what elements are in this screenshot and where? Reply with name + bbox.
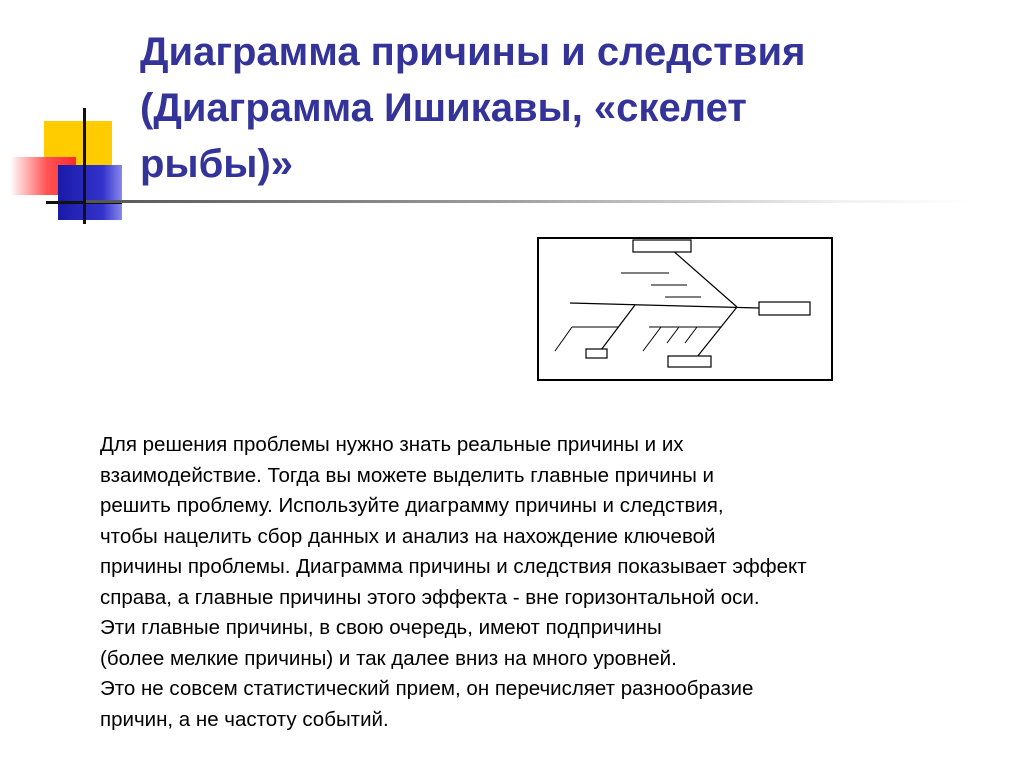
title-line: Диаграмма причины и следствия xyxy=(140,30,806,74)
body-line: решить проблему. Используйте диаграмму причины и следствия, xyxy=(100,494,724,517)
body-line: Это не совсем статистический прием, он перечисляет разнообразие xyxy=(100,677,754,700)
body-line: Для решения проблемы нужно знать реальные причины и их xyxy=(100,433,684,456)
decor-blue-square xyxy=(58,165,122,220)
title-underline xyxy=(86,200,976,203)
body-line: причин, а не частоту событий. xyxy=(100,707,389,731)
title-line: (Диаграмма Ишикавы, «скелет xyxy=(140,86,747,130)
body-line: справа, а главные причины этого эффекта - вне горизонтальной оси. xyxy=(100,585,760,609)
body-line: причины проблемы. Диаграмма причины и следствия показывает эффект xyxy=(100,555,807,578)
decor-vertical-line xyxy=(83,108,86,224)
body-line: Эти главные причины, в свою очередь, имеют подпричины xyxy=(100,616,662,639)
title-line: рыбы)» xyxy=(140,142,294,186)
body-line: (более мелкие причины) и так далее вниз на много уровней. xyxy=(100,646,677,670)
fishbone-bottom-box xyxy=(668,356,711,367)
fishbone-bottom-box xyxy=(586,349,607,358)
body-line: взаимодействие. Тогда вы можете выделить главные причины и xyxy=(100,463,714,487)
slide-title xyxy=(140,24,980,192)
body-line: чтобы нацелить сбор данных и анализ на нахождение ключевой xyxy=(100,524,716,548)
fishbone-diagram-icon xyxy=(537,237,833,381)
body-paragraph xyxy=(100,430,1000,735)
fishbone-head-box xyxy=(759,302,810,315)
fishbone-top-box xyxy=(633,240,691,252)
